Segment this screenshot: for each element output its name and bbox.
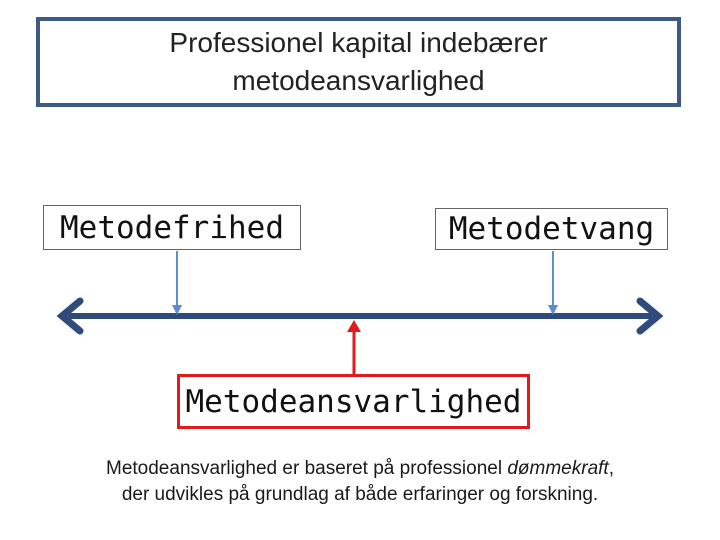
caption [0, 456, 720, 508]
title-line-2: metodeansvarlighed [232, 65, 485, 96]
metodetvang-label: Metodetvang [448, 211, 655, 247]
metodeansvarlighed-box [177, 374, 530, 429]
caption-line-2: der udvikles på grundlag af både erfaringer og forskning. [121, 484, 599, 505]
metodeansvarlighed-label: Metodeansvarlighed [185, 383, 522, 420]
title-line-1: Professionel kapital indebærer [169, 27, 548, 58]
caption-text-1: Metodeansvarlighed er baseret på professionel [106, 458, 508, 479]
metodefrihed-box [43, 205, 301, 250]
ansvar-pointer-arrowhead [347, 320, 361, 332]
caption-emphasis: dømmekraft [507, 458, 609, 479]
caption-text-2: , [608, 458, 614, 479]
metodetvang-box [435, 208, 668, 250]
metodefrihed-label: Metodefrihed [60, 209, 284, 246]
caption-line-1 [0, 456, 720, 482]
